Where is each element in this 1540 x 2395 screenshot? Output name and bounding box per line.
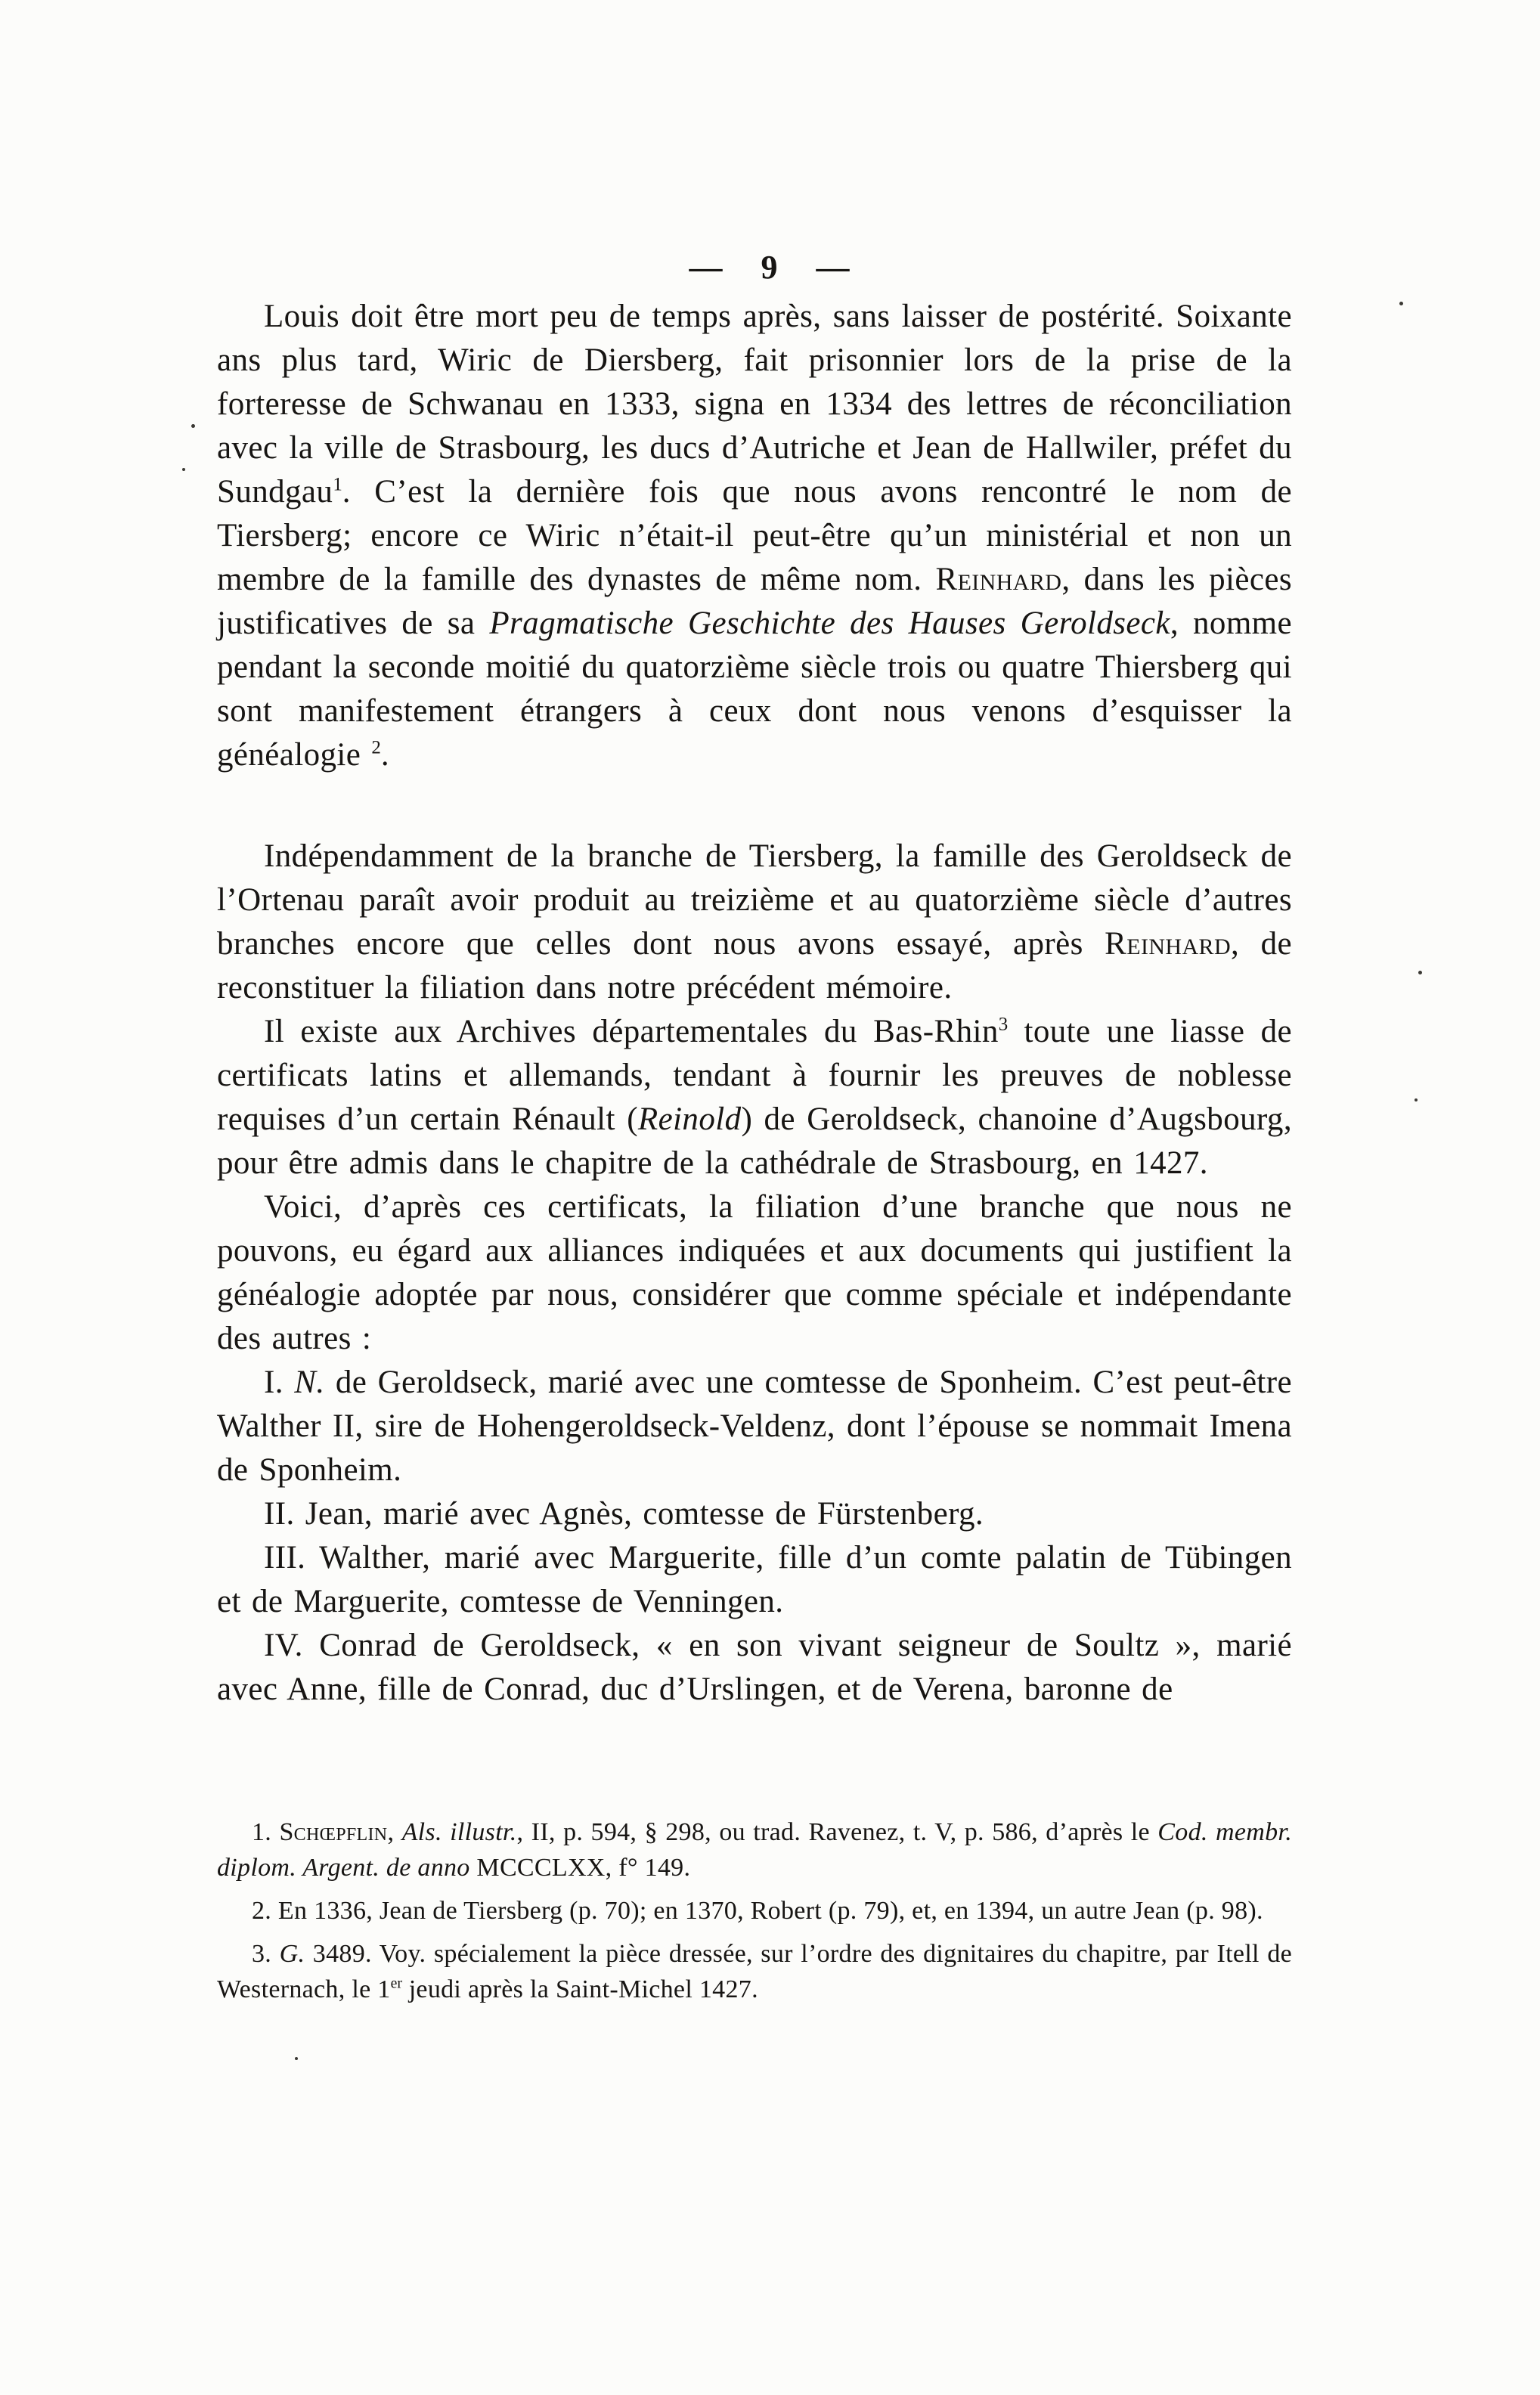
paragraph-archives-bas-rhin: Il existe aux Archives départementales du Bas-Rhin$^3$ toute une liasse de certificats latins et allemands, tendant à fournir les preuves de noblesse requises d’un certain Rénault (Reinold) de Geroldseck, chanoine d’Augsbourg, pour être admis dans le chapitre de la cathédrale de Strasbourg, en 1427. [217, 1014, 1292, 1181]
footnote-2: 2. En 1336, Jean de Tiersberg (p. 70); en 1370, Robert (p. 79), et, en 1394, un autre Jean (p. 98). [252, 1897, 1263, 1925]
genealogy-item-2: II. Jean, marié avec Agnès, comtesse de Fürstenberg. [264, 1496, 984, 1532]
scan-speck [1418, 971, 1422, 974]
footnote-1: 1. Schœpflin, Als. illustr., II, p. 594, § 298, ou trad. Ravenez, t. V, p. 586, d’après le Cod. membr. diplom. Argent. de anno MCCCLXX, f° 149. [217, 1818, 1292, 1882]
scan-speck [191, 424, 195, 428]
scan-speck [1399, 302, 1403, 305]
footnotes-block [217, 1814, 1292, 2015]
footnote-3: 3. G. 3489. Voy. spécialement la pièce dressée, sur l’ordre des dignitaires du chapitre, par Itell de Westernach, le 1er jeudi après la Saint-Michel 1427. [217, 1940, 1293, 2003]
scan-speck [295, 2057, 298, 2060]
paragraph-louis-tiersberg: Louis doit être mort peu de temps après, sans laisser de postérité. Soixante ans plus tard, Wiric de Diersberg, fait prisonnier lors de la prise de la forteresse de Schwanau en 1333, signa en 1334 des lettres de réconciliation avec la ville de Strasbourg, les ducs d’Autriche et Jean de Hallwiler, préfet du Sundgau$^1$. C’est la dernière fois que nous avons rencontré le nom de Tiersberg; encore ce Wiric n’était-il peut-être qu’un ministérial et non un membre de la famille des dynastes de même nom. Reinhard, dans les pièces justificatives de sa Pragmatische Geschichte des Hauses Geroldseck, nomme pendant la seconde moitié du quatorzième siècle trois ou quatre Thiersberg qui sont manifestement étrangers à ceux dont nous venons d’esquisser la généalogie $^2$. [217, 299, 1293, 773]
scan-speck [182, 468, 185, 471]
genealogy-item-4: IV. Conrad de Geroldseck, « en son vivant seigneur de Soultz », marié avec Anne, fille de Conrad, duc d’Urslingen, et de Verena, baronne de [217, 1628, 1292, 1707]
paragraph-independamment: Indépendamment de la branche de Tiersberg, la famille des Geroldseck de l’Ortenau paraît avoir produit au treizième et au quatorzième siècle d’autres branches encore que celles dont nous avons essayé, après Reinhard, de reconstituer la filiation dans notre précédent mémoire. [217, 838, 1292, 1005]
page-number: — 9 — [689, 249, 851, 286]
genealogy-item-1: I. N. de Geroldseck, marié avec une comtesse de Sponheim. C’est peut-être Walther II, sire de Hohengeroldseck-Veldenz, dont l’épouse se nommait Imena de Sponheim. [217, 1365, 1292, 1488]
scan-speck [1415, 1098, 1418, 1101]
genealogy-item-3: III. Walther, marié avec Marguerite, fille d’un comte palatin de Tübingen et de Marguerite, comtesse de Venningen. [217, 1540, 1292, 1619]
paragraph-voici-filiation: Voici, d’après ces certificats, la filiation d’une branche que nous ne pouvons, eu égard aux alliances indiquées et aux documents qui justifient la généalogie adoptée par nous, considérer que comme spéciale et indépendante des autres : [217, 1189, 1292, 1356]
main-text-block [217, 295, 1292, 1712]
